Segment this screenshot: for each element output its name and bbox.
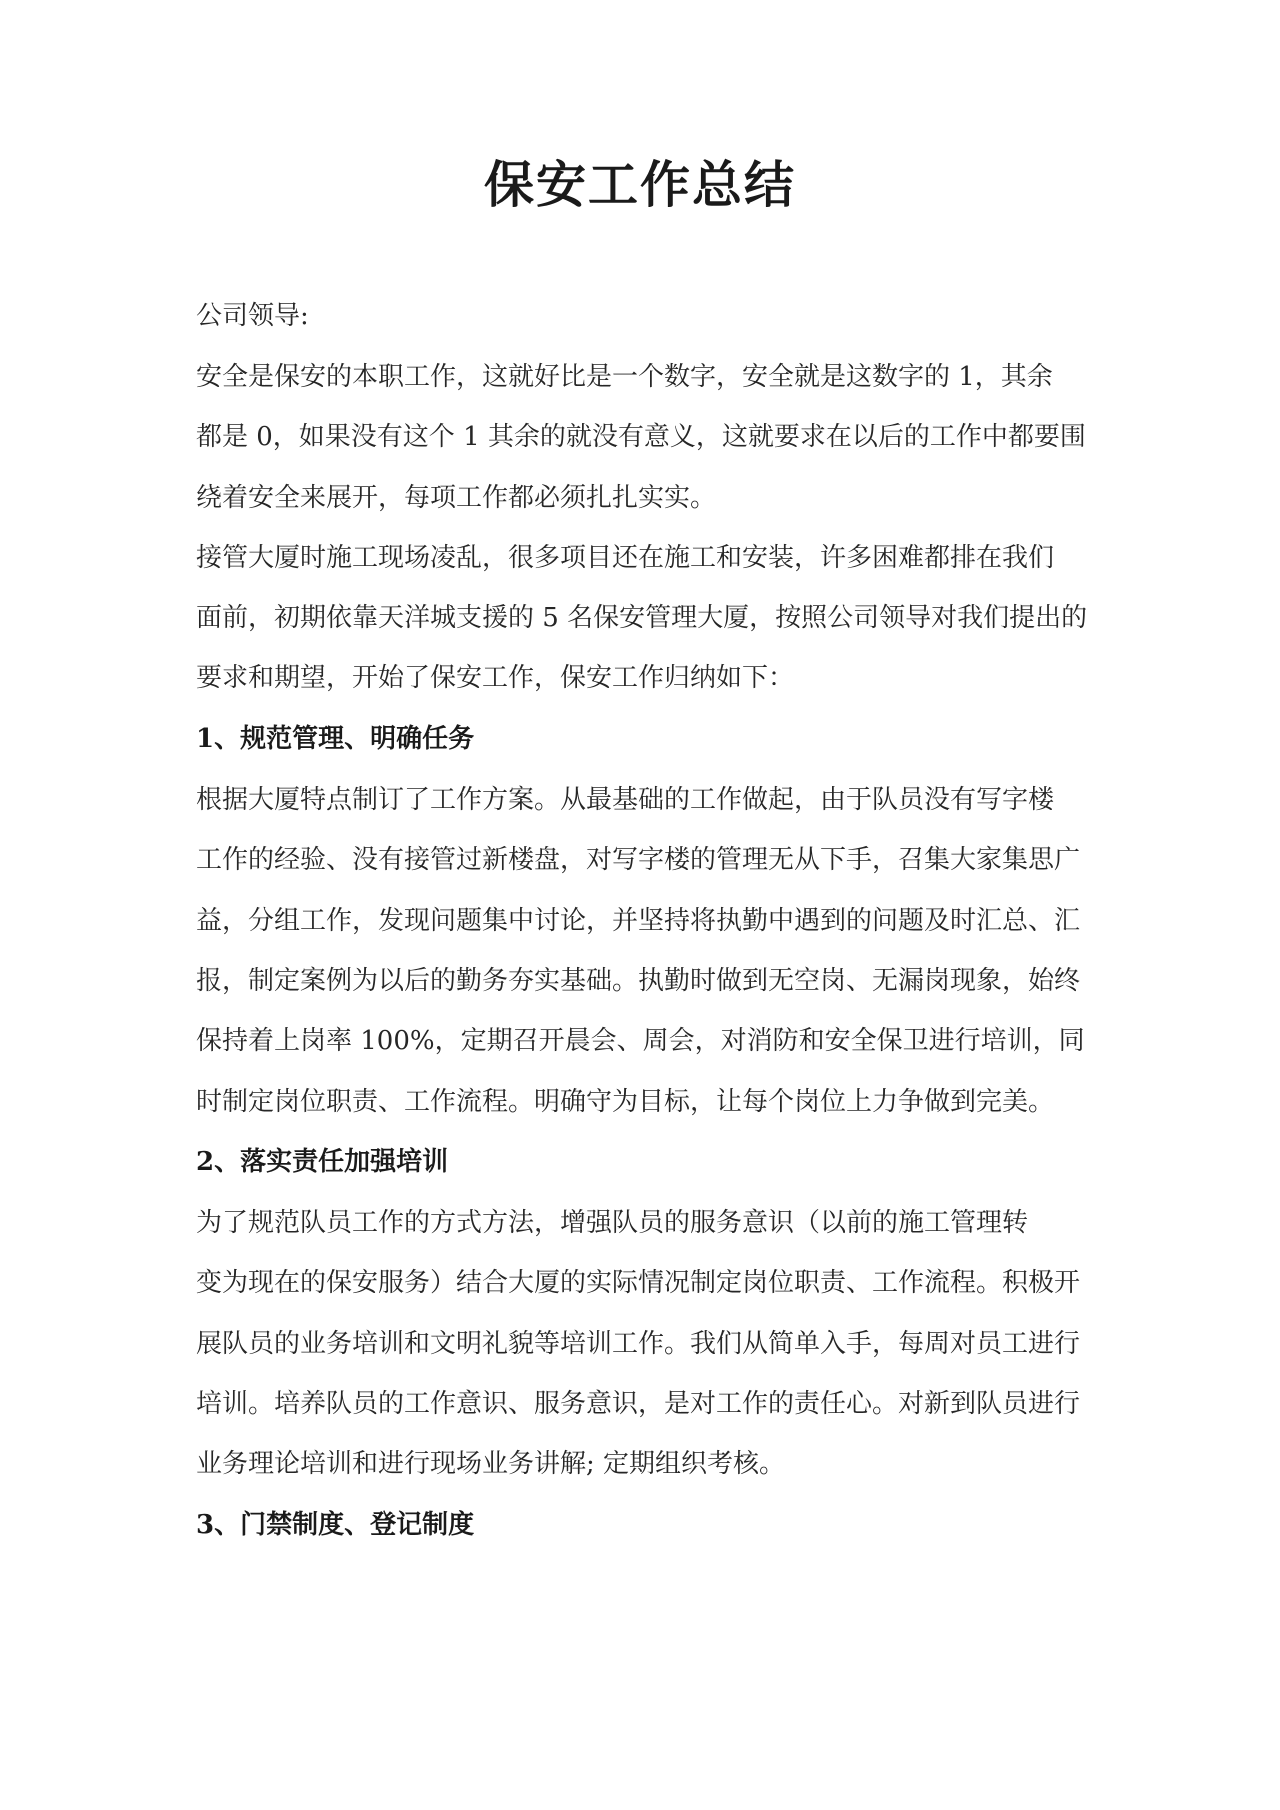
paragraph-line: 业务理论培训和进行现场业务讲解; 定期组织考核。 bbox=[196, 1449, 786, 1479]
paragraph-line: 面前，初期依靠天洋城支援的 5 名保安管理大厦，按照公司领导对我们提出的 bbox=[196, 603, 1088, 633]
paragraph-line: 报，制定案例为以后的勤务夯实基础。执勤时做到无空岗、无漏岗现象，始终 bbox=[196, 966, 1081, 996]
section-heading: 3、门禁制度、登记制度 bbox=[196, 1510, 475, 1540]
paragraph-line: 安全是保安的本职工作，这就好比是一个数字，安全就是这数字的 1，其余 bbox=[196, 362, 1053, 392]
paragraph-line: 变为现在的保安服务）结合大厦的实际情况制定岗位职责、工作流程。积极开 bbox=[196, 1268, 1081, 1298]
document-title: 保安工作总结 bbox=[484, 155, 796, 214]
paragraph-line: 都是 0，如果没有这个 1 其余的就没有意义，这就要求在以后的工作中都要围 bbox=[196, 422, 1086, 452]
paragraph-line: 绕着安全来展开，每项工作都必须扎扎实实。 bbox=[196, 483, 717, 513]
section-heading: 2、落实责任加强培训 bbox=[196, 1147, 449, 1177]
paragraph-line: 为了规范队员工作的方式方法，增强队员的服务意识（以前的施工管理转 bbox=[196, 1208, 1029, 1238]
paragraph-line: 益，分组工作，发现问题集中讨论，并坚持将执勤中遇到的问题及时汇总、汇 bbox=[196, 906, 1081, 936]
paragraph-line: 时制定岗位职责、工作流程。明确守为目标，让每个岗位上力争做到完美。 bbox=[196, 1087, 1055, 1117]
paragraph-line: 要求和期望，开始了保安工作，保安工作归纳如下： bbox=[196, 663, 795, 693]
salutation: 公司领导: bbox=[196, 301, 309, 331]
paragraph-line: 根据大厦特点制订了工作方案。从最基础的工作做起，由于队员没有写字楼 bbox=[196, 785, 1055, 815]
paragraph-line: 保持着上岗率 100%，定期召开晨会、周会，对消防和安全保卫进行培训，同 bbox=[196, 1026, 1085, 1056]
paragraph-line: 工作的经验、没有接管过新楼盘，对写字楼的管理无从下手，召集大家集思广 bbox=[196, 845, 1081, 875]
paragraph-line: 接管大厦时施工现场凌乱，很多项目还在施工和安装，许多困难都排在我们 bbox=[196, 543, 1055, 573]
paragraph-line: 展队员的业务培训和文明礼貌等培训工作。我们从简单入手，每周对员工进行 bbox=[196, 1329, 1081, 1359]
section-heading: 1、规范管理、明确任务 bbox=[196, 724, 475, 754]
paragraph-line: 培训。培养队员的工作意识、服务意识，是对工作的责任心。对新到队员进行 bbox=[196, 1389, 1081, 1419]
